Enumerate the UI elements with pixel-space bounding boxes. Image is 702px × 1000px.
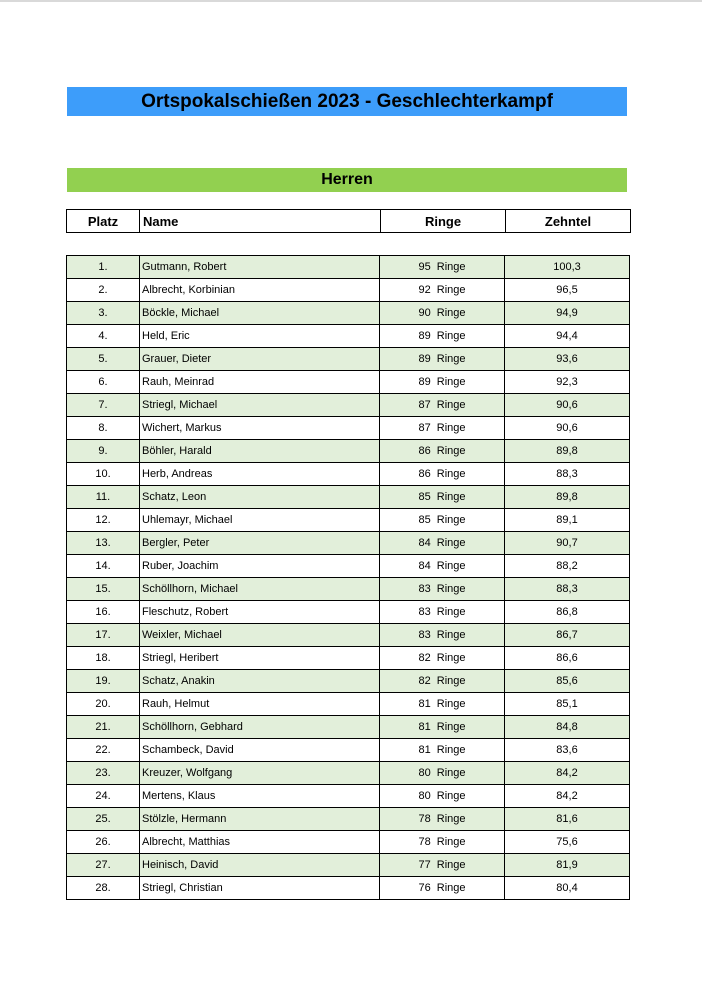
cell-platz: 15.	[67, 578, 140, 601]
cell-ringe	[380, 417, 505, 440]
cell-zehntel: 86,8	[505, 601, 630, 624]
ringe-value: 92	[418, 284, 431, 296]
cell-name: Kreuzer, Wolfgang	[140, 762, 380, 785]
ringe-value: 81	[418, 698, 431, 710]
ringe-value: 89	[418, 353, 431, 365]
cell-platz: 17.	[67, 624, 140, 647]
table-row	[67, 877, 630, 900]
cell-zehntel: 85,1	[505, 693, 630, 716]
cell-zehntel: 94,9	[505, 302, 630, 325]
cell-name: Ruber, Joachim	[140, 555, 380, 578]
table-row	[67, 739, 630, 762]
cell-platz: 10.	[67, 463, 140, 486]
ringe-unit: Ringe	[436, 882, 466, 894]
header-row	[67, 210, 631, 233]
cell-name: Böckle, Michael	[140, 302, 380, 325]
cell-platz: 21.	[67, 716, 140, 739]
cell-ringe	[380, 532, 505, 555]
ringe-unit: Ringe	[436, 284, 466, 296]
table-row	[67, 831, 630, 854]
table-row	[67, 440, 630, 463]
header-ringe: Ringe	[381, 210, 506, 233]
cell-zehntel: 81,9	[505, 854, 630, 877]
cell-name: Striegl, Christian	[140, 877, 380, 900]
cell-name: Striegl, Heribert	[140, 647, 380, 670]
ringe-unit: Ringe	[436, 422, 466, 434]
cell-zehntel: 100,3	[505, 256, 630, 279]
ringe-value: 85	[418, 514, 431, 526]
ringe-unit: Ringe	[436, 399, 466, 411]
cell-name: Striegl, Michael	[140, 394, 380, 417]
ringe-value: 82	[418, 675, 431, 687]
table-row	[67, 785, 630, 808]
ringe-value: 83	[418, 629, 431, 641]
cell-zehntel: 92,3	[505, 371, 630, 394]
cell-zehntel: 96,5	[505, 279, 630, 302]
ringe-unit: Ringe	[436, 261, 466, 273]
ringe-unit: Ringe	[436, 859, 466, 871]
ringe-unit: Ringe	[436, 721, 466, 733]
ringe-value: 76	[418, 882, 431, 894]
cell-zehntel: 88,3	[505, 463, 630, 486]
table-row	[67, 463, 630, 486]
ringe-unit: Ringe	[436, 491, 466, 503]
ringe-value: 84	[418, 560, 431, 572]
table-row	[67, 325, 630, 348]
table-row	[67, 256, 630, 279]
cell-ringe	[380, 877, 505, 900]
table-row	[67, 279, 630, 302]
ringe-unit: Ringe	[436, 813, 466, 825]
cell-zehntel: 88,2	[505, 555, 630, 578]
cell-platz: 25.	[67, 808, 140, 831]
cell-ringe	[380, 670, 505, 693]
header-name: Name	[140, 210, 381, 233]
ringe-unit: Ringe	[436, 445, 466, 457]
cell-platz: 20.	[67, 693, 140, 716]
cell-name: Heinisch, David	[140, 854, 380, 877]
cell-platz: 3.	[67, 302, 140, 325]
ringe-unit: Ringe	[436, 468, 466, 480]
cell-name: Rauh, Helmut	[140, 693, 380, 716]
cell-name: Uhlemayr, Michael	[140, 509, 380, 532]
ringe-value: 90	[418, 307, 431, 319]
ringe-value: 82	[418, 652, 431, 664]
cell-zehntel: 75,6	[505, 831, 630, 854]
ringe-unit: Ringe	[436, 560, 466, 572]
cell-ringe	[380, 854, 505, 877]
cell-zehntel: 89,8	[505, 486, 630, 509]
header-platz: Platz	[67, 210, 140, 233]
cell-zehntel: 89,1	[505, 509, 630, 532]
ringe-value: 85	[418, 491, 431, 503]
ringe-unit: Ringe	[436, 307, 466, 319]
table-row	[67, 509, 630, 532]
cell-name: Herb, Andreas	[140, 463, 380, 486]
results-header	[66, 209, 631, 233]
cell-ringe	[380, 555, 505, 578]
cell-ringe	[380, 647, 505, 670]
table-row	[67, 371, 630, 394]
cell-platz: 8.	[67, 417, 140, 440]
ringe-value: 86	[418, 445, 431, 457]
ringe-value: 89	[418, 330, 431, 342]
ringe-value: 78	[418, 836, 431, 848]
page-title: Ortspokalschießen 2023 - Geschlechterkampf	[67, 87, 627, 116]
ringe-value: 78	[418, 813, 431, 825]
section-title: Herren	[67, 168, 627, 192]
ringe-unit: Ringe	[436, 767, 466, 779]
cell-platz: 27.	[67, 854, 140, 877]
table-row	[67, 555, 630, 578]
ringe-value: 84	[418, 537, 431, 549]
header-zehntel: Zehntel	[506, 210, 631, 233]
cell-platz: 14.	[67, 555, 140, 578]
cell-name: Held, Eric	[140, 325, 380, 348]
ringe-value: 87	[418, 399, 431, 411]
cell-zehntel: 90,6	[505, 417, 630, 440]
ringe-value: 87	[418, 422, 431, 434]
cell-zehntel: 93,6	[505, 348, 630, 371]
cell-platz: 11.	[67, 486, 140, 509]
ringe-value: 80	[418, 767, 431, 779]
ringe-unit: Ringe	[436, 376, 466, 388]
cell-name: Rauh, Meinrad	[140, 371, 380, 394]
cell-zehntel: 85,6	[505, 670, 630, 693]
cell-name: Schatz, Anakin	[140, 670, 380, 693]
cell-platz: 2.	[67, 279, 140, 302]
cell-platz: 16.	[67, 601, 140, 624]
ringe-unit: Ringe	[436, 583, 466, 595]
cell-zehntel: 86,7	[505, 624, 630, 647]
cell-name: Gutmann, Robert	[140, 256, 380, 279]
cell-ringe	[380, 486, 505, 509]
ringe-unit: Ringe	[436, 675, 466, 687]
cell-name: Böhler, Harald	[140, 440, 380, 463]
cell-ringe	[380, 716, 505, 739]
cell-platz: 5.	[67, 348, 140, 371]
cell-platz: 12.	[67, 509, 140, 532]
ringe-value: 77	[418, 859, 431, 871]
cell-ringe	[380, 509, 505, 532]
ringe-unit: Ringe	[436, 790, 466, 802]
cell-ringe	[380, 394, 505, 417]
cell-name: Bergler, Peter	[140, 532, 380, 555]
table-row	[67, 348, 630, 371]
cell-ringe	[380, 739, 505, 762]
table-row	[67, 670, 630, 693]
ringe-unit: Ringe	[436, 537, 466, 549]
table-row	[67, 762, 630, 785]
cell-zehntel: 89,8	[505, 440, 630, 463]
ringe-value: 86	[418, 468, 431, 480]
cell-ringe	[380, 440, 505, 463]
cell-name: Stölzle, Hermann	[140, 808, 380, 831]
table-row	[67, 624, 630, 647]
cell-name: Schambeck, David	[140, 739, 380, 762]
cell-zehntel: 86,6	[505, 647, 630, 670]
cell-zehntel: 84,8	[505, 716, 630, 739]
cell-ringe	[380, 693, 505, 716]
top-divider	[0, 0, 702, 2]
ringe-unit: Ringe	[436, 353, 466, 365]
cell-platz: 19.	[67, 670, 140, 693]
cell-platz: 23.	[67, 762, 140, 785]
cell-name: Weixler, Michael	[140, 624, 380, 647]
cell-ringe	[380, 348, 505, 371]
ringe-value: 83	[418, 583, 431, 595]
cell-ringe	[380, 762, 505, 785]
cell-ringe	[380, 785, 505, 808]
cell-name: Schöllhorn, Gebhard	[140, 716, 380, 739]
ringe-value: 80	[418, 790, 431, 802]
cell-name: Mertens, Klaus	[140, 785, 380, 808]
cell-zehntel: 90,6	[505, 394, 630, 417]
cell-zehntel: 88,3	[505, 578, 630, 601]
ringe-unit: Ringe	[436, 698, 466, 710]
ringe-value: 95	[418, 261, 431, 273]
cell-platz: 4.	[67, 325, 140, 348]
table-row	[67, 302, 630, 325]
results-table	[66, 255, 630, 900]
cell-ringe	[380, 624, 505, 647]
cell-name: Albrecht, Matthias	[140, 831, 380, 854]
cell-zehntel: 81,6	[505, 808, 630, 831]
cell-name: Wichert, Markus	[140, 417, 380, 440]
cell-platz: 1.	[67, 256, 140, 279]
cell-platz: 13.	[67, 532, 140, 555]
table-row	[67, 647, 630, 670]
cell-platz: 9.	[67, 440, 140, 463]
cell-ringe	[380, 463, 505, 486]
cell-zehntel: 90,7	[505, 532, 630, 555]
cell-zehntel: 84,2	[505, 762, 630, 785]
ringe-unit: Ringe	[436, 836, 466, 848]
cell-ringe	[380, 808, 505, 831]
table-row	[67, 601, 630, 624]
ringe-unit: Ringe	[436, 652, 466, 664]
ringe-value: 81	[418, 721, 431, 733]
cell-platz: 22.	[67, 739, 140, 762]
ringe-value: 89	[418, 376, 431, 388]
table-row	[67, 693, 630, 716]
table-row	[67, 808, 630, 831]
cell-ringe	[380, 601, 505, 624]
cell-platz: 18.	[67, 647, 140, 670]
cell-platz: 24.	[67, 785, 140, 808]
cell-ringe	[380, 371, 505, 394]
cell-platz: 6.	[67, 371, 140, 394]
cell-zehntel: 83,6	[505, 739, 630, 762]
ringe-unit: Ringe	[436, 744, 466, 756]
table-row	[67, 578, 630, 601]
cell-zehntel: 80,4	[505, 877, 630, 900]
ringe-unit: Ringe	[436, 514, 466, 526]
ringe-value: 81	[418, 744, 431, 756]
cell-ringe	[380, 578, 505, 601]
cell-platz: 26.	[67, 831, 140, 854]
cell-name: Albrecht, Korbinian	[140, 279, 380, 302]
table-row	[67, 417, 630, 440]
table-row	[67, 486, 630, 509]
cell-platz: 7.	[67, 394, 140, 417]
cell-name: Schatz, Leon	[140, 486, 380, 509]
table-row	[67, 532, 630, 555]
ringe-unit: Ringe	[436, 330, 466, 342]
cell-ringe	[380, 256, 505, 279]
cell-ringe	[380, 325, 505, 348]
ringe-unit: Ringe	[436, 629, 466, 641]
table-row	[67, 854, 630, 877]
table-row	[67, 716, 630, 739]
ringe-value: 83	[418, 606, 431, 618]
cell-name: Fleschutz, Robert	[140, 601, 380, 624]
cell-ringe	[380, 831, 505, 854]
cell-zehntel: 84,2	[505, 785, 630, 808]
ringe-unit: Ringe	[436, 606, 466, 618]
cell-name: Schöllhorn, Michael	[140, 578, 380, 601]
cell-ringe	[380, 279, 505, 302]
cell-zehntel: 94,4	[505, 325, 630, 348]
cell-name: Grauer, Dieter	[140, 348, 380, 371]
cell-ringe	[380, 302, 505, 325]
cell-platz: 28.	[67, 877, 140, 900]
table-row	[67, 394, 630, 417]
